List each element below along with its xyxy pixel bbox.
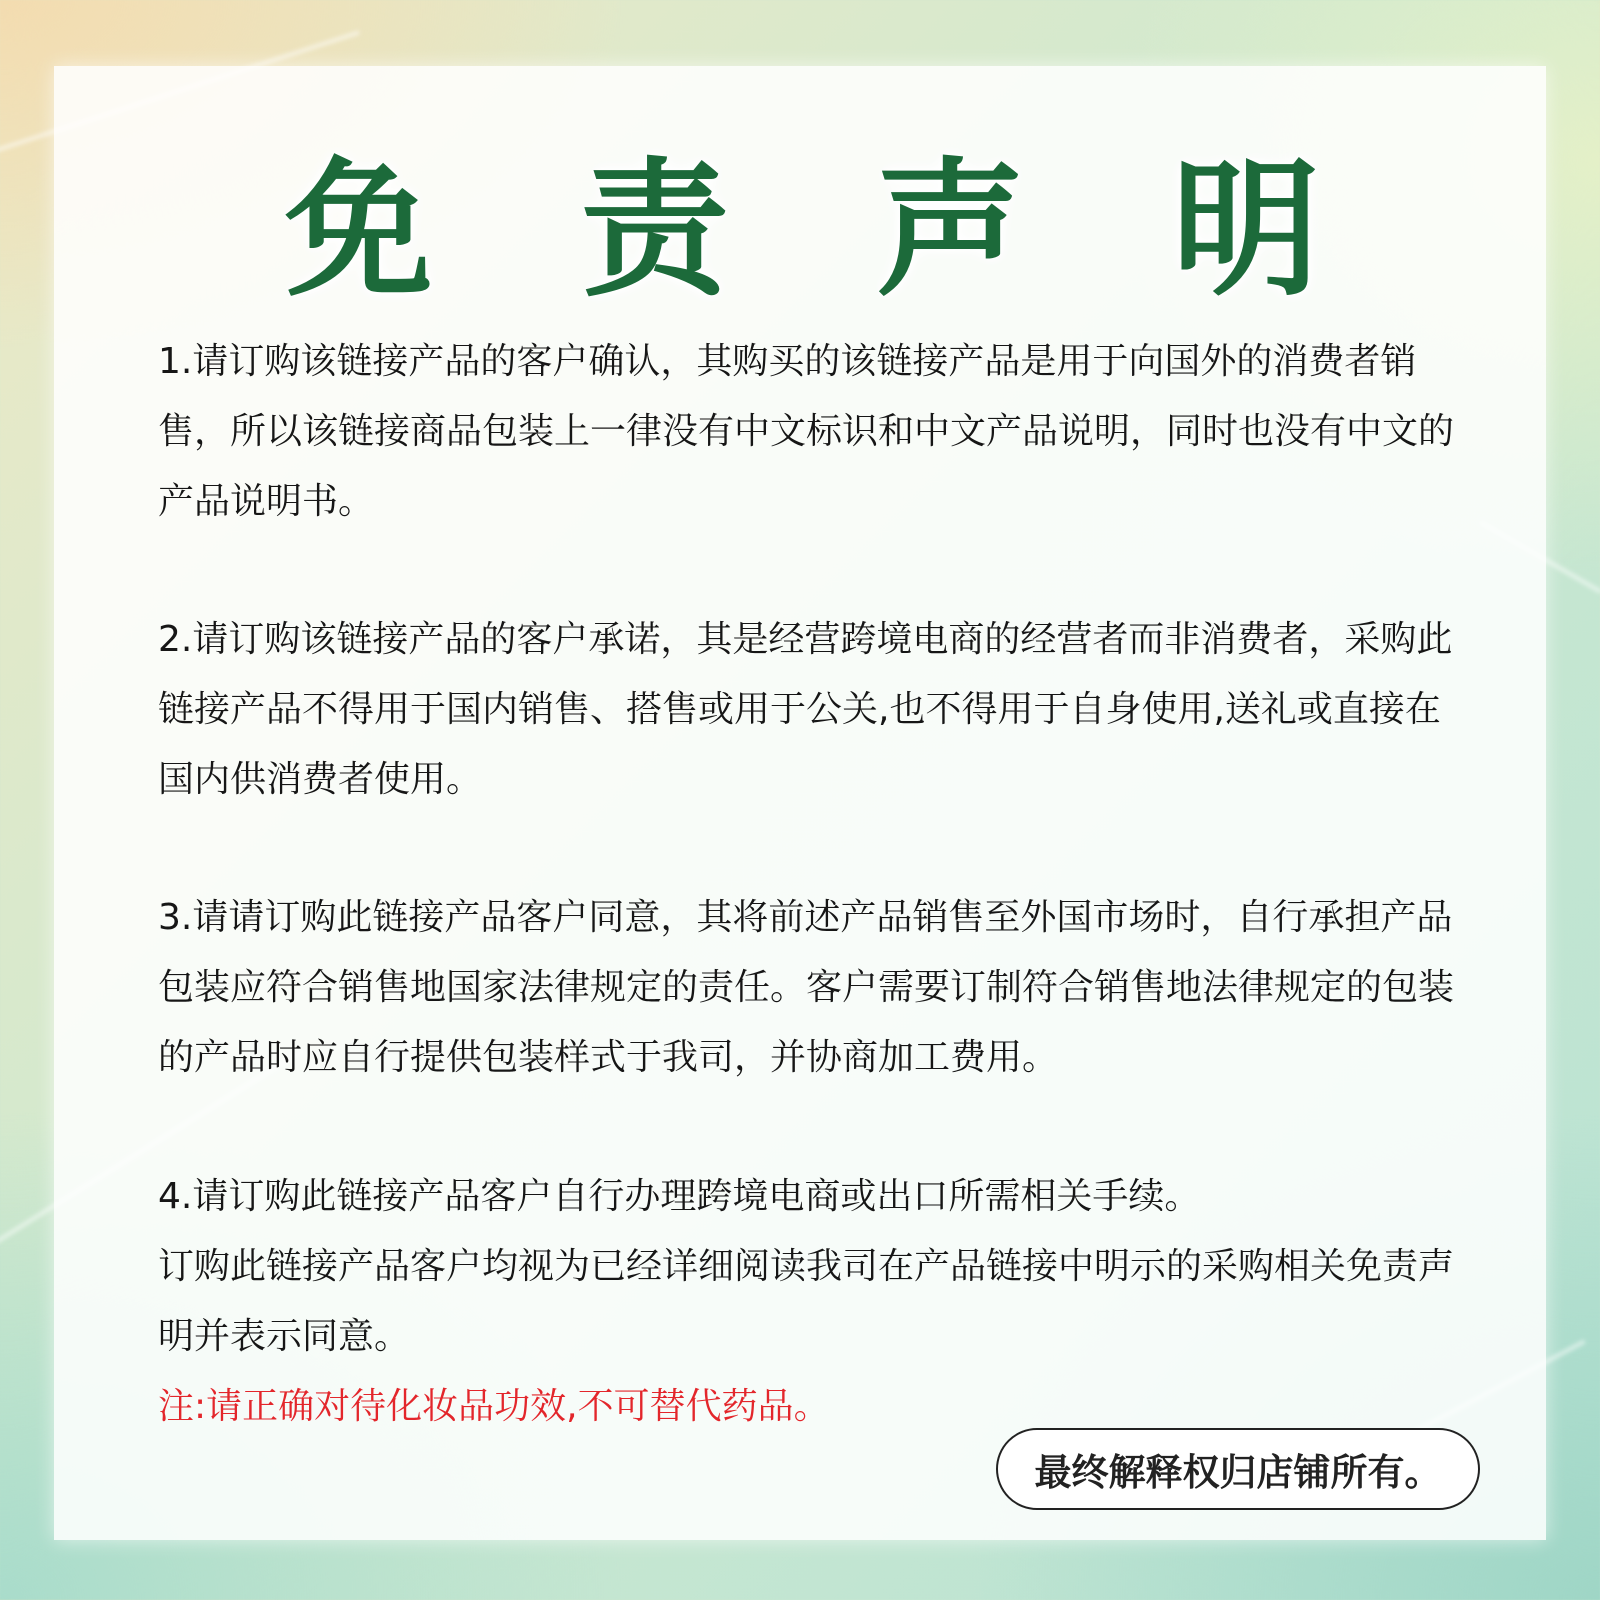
agreement-text: 订购此链接产品客户均视为已经详细阅读我司在产品链接中明示的采购相关免责声明并表示同意。 xyxy=(158,1246,1455,1357)
clause-text: 3.请请订购此链接产品客户同意，其将前述产品销售至外国市场时，自行承担产品包装应符合销售地国家法律规定的责任。客户需要订制符合销售地法律规定的包装的产品时应自行提供包装样式于我司，并协商加工费用。 xyxy=(158,897,1455,1078)
disclaimer-clause-4 xyxy=(158,1162,1458,1442)
cosmetics-note: 注:请正确对待化妆品功效,不可替代药品。 xyxy=(158,1386,830,1427)
clause-text: 2.请订购该链接产品的客户承诺，其是经营跨境电商的经营者而非消费者，采购此链接产品不得用于国内销售、搭售或用于公关,也不得用于自身使用,送礼或直接在国内供消费者使用。 xyxy=(158,619,1453,800)
disclaimer-clause-2 xyxy=(158,605,1458,815)
page-title xyxy=(0,145,1600,315)
clause-text: 4.请订购此链接产品客户自行办理跨境电商或出口所需相关手续。 xyxy=(158,1176,1201,1217)
disclaimer-clause-3 xyxy=(158,883,1458,1093)
title-char: 责 xyxy=(580,144,729,316)
title-char: 免 xyxy=(285,144,433,316)
disclaimer-clause-1 xyxy=(158,327,1458,537)
clause-text: 1.请订购该链接产品的客户确认，其购买的该链接产品是用于向国外的消费者销售，所以该链接商品包装上一律没有中文标识和中文产品说明，同时也没有中文的产品说明书。 xyxy=(158,341,1455,522)
title-char: 声 xyxy=(876,144,1025,316)
final-interpretation-badge: 最终解释权归店铺所有。 xyxy=(996,1428,1480,1510)
title-char: 明 xyxy=(1171,144,1320,316)
